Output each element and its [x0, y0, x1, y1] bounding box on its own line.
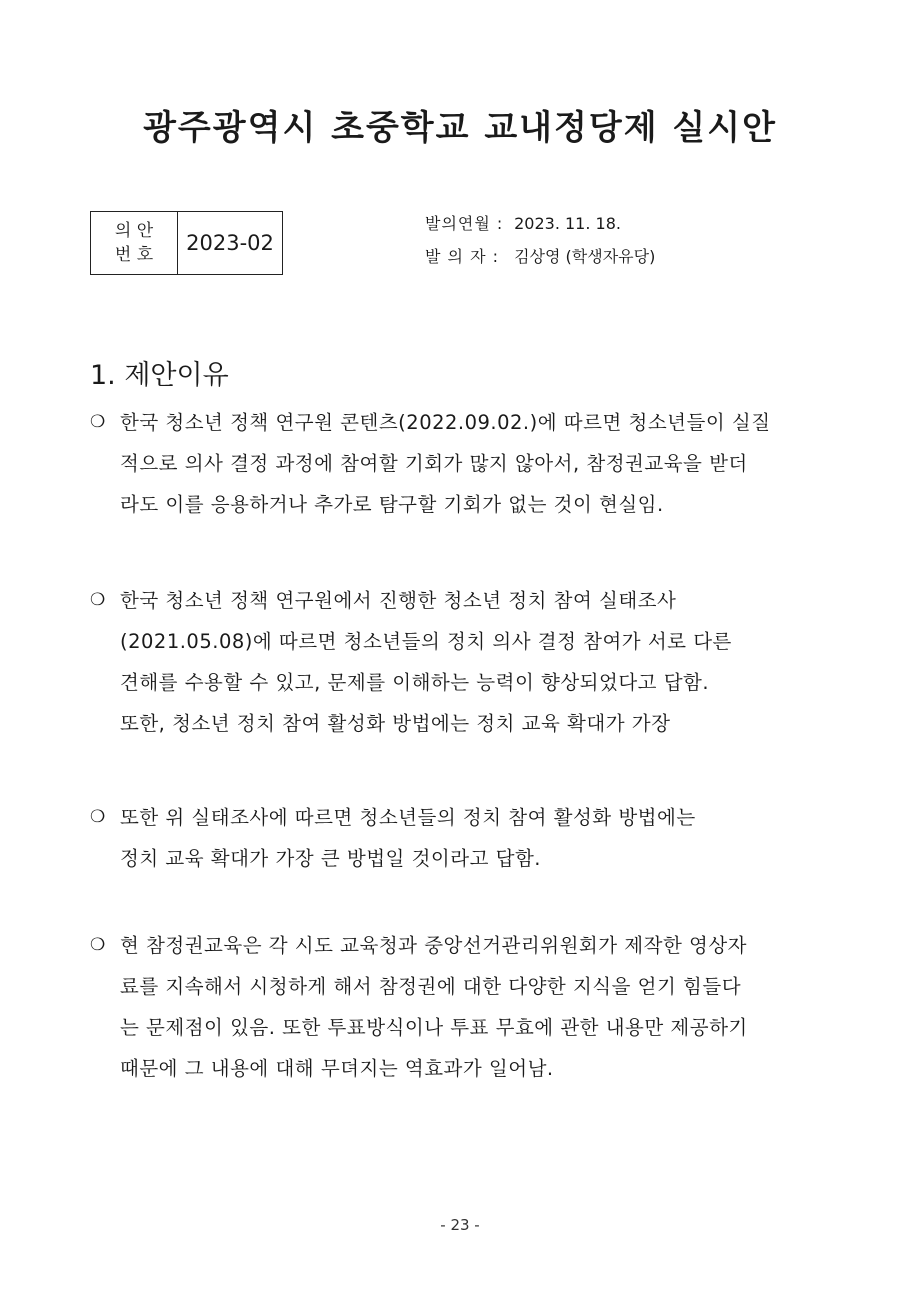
bullet-text-line: 료를 지속해서 시청하게 해서 참정권에 대한 다양한 지식을 얻기 힘들다	[120, 975, 742, 998]
proposal-date-label: 발의연월 :	[425, 214, 504, 233]
bullet-text-line: 는 문제점이 있음. 또한 투표방식이나 투표 무효에 관한 내용만 제공하기	[120, 1016, 748, 1039]
bill-number-value: 2023-02	[186, 231, 274, 255]
bullet-text-line: 때문에 그 내용에 대해 무뎌지는 역효과가 일어남.	[120, 1057, 554, 1080]
proposal-meta	[425, 207, 655, 273]
bullet-item	[90, 402, 840, 525]
bullet-circle-icon: ❍	[90, 935, 106, 955]
section-heading: 1. 제안이유	[90, 360, 229, 391]
document-title: 광주광역시 초중학교 교내정당제 실시안	[143, 108, 777, 148]
proposer-label: 발 의 자 :	[425, 247, 500, 266]
proposer-row	[425, 240, 655, 273]
proposer-value: 김상영 (학생자유당)	[514, 247, 656, 266]
proposal-date-value: 2023. 11. 18.	[514, 214, 621, 233]
bullet-text-line: 정치 교육 확대가 가장 큰 방법일 것이라고 답함.	[120, 847, 541, 870]
bullet-circle-icon: ❍	[90, 807, 106, 827]
bullet-text-line: (2021.05.08)에 따르면 청소년들의 정치 의사 결정 참여가 서로 다른	[120, 630, 732, 653]
bullet-circle-icon: ❍	[90, 590, 106, 610]
bullet-text-line: 한국 청소년 정책 연구원 콘텐츠(2022.09.02.)에 따르면 청소년들이 실질	[120, 411, 771, 434]
bill-label-line1: 의 안	[114, 221, 154, 241]
bullet-circle-icon: ❍	[90, 412, 106, 432]
bullet-text-line: 또한, 청소년 정치 참여 활성화 방법에는 정치 교육 확대가 가장	[120, 712, 671, 735]
bill-label-line2: 번 호	[114, 245, 154, 265]
bullet-item	[90, 797, 840, 879]
proposal-date-row	[425, 207, 655, 240]
bill-number-label	[91, 212, 178, 274]
bullet-text-line: 또한 위 실태조사에 따르면 청소년들의 정치 참여 활성화 방법에는	[120, 806, 696, 829]
bullet-item	[90, 580, 840, 744]
bullet-text-line: 현 참정권교육은 각 시도 교육청과 중앙선거관리위원회가 제작한 영상자	[120, 934, 747, 957]
bullet-item	[90, 925, 840, 1089]
bullet-text-line: 라도 이를 응용하거나 추가로 탐구할 기회가 없는 것이 현실임.	[120, 493, 664, 516]
page-number: - 23 -	[440, 1216, 480, 1234]
bullet-text-line: 한국 청소년 정책 연구원에서 진행한 청소년 정치 참여 실태조사	[120, 589, 677, 612]
bullet-text-line: 견해를 수용할 수 있고, 문제를 이해하는 능력이 향상되었다고 답함.	[120, 671, 710, 694]
bullet-text-line: 적으로 의사 결정 과정에 참여할 기회가 많지 않아서, 참정권교육을 받더	[120, 452, 748, 475]
bill-number-box	[90, 211, 283, 275]
